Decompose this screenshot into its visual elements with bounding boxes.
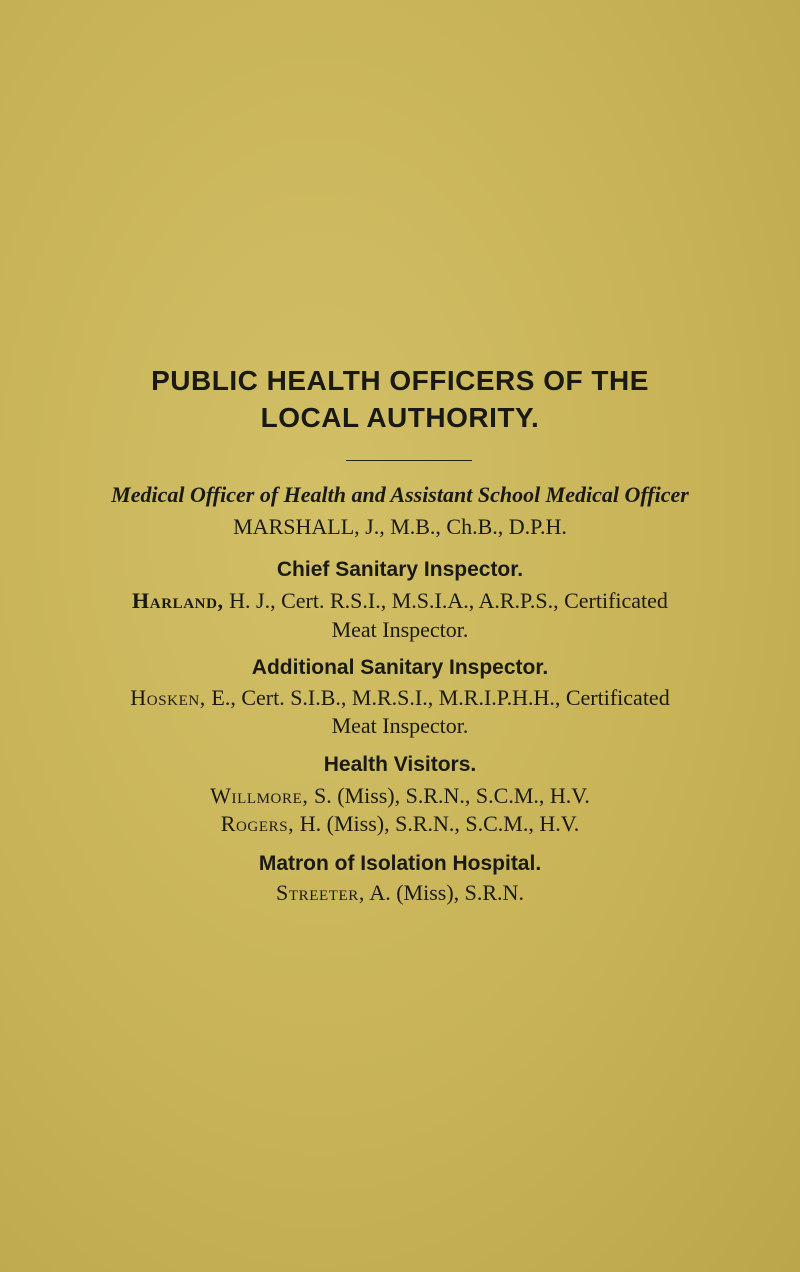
health-visitor-surname: Willmore, xyxy=(210,783,309,808)
matron-entry xyxy=(0,880,800,906)
health-visitor-entry xyxy=(0,783,800,809)
health-visitor-entry xyxy=(0,811,800,837)
health-visitor-details: H. (Miss), S.R.N., S.C.M., H.V. xyxy=(299,811,580,836)
health-visitor-surname: Rogers, xyxy=(220,811,295,836)
health-visitors-heading: Health Visitors. xyxy=(323,753,477,776)
matron-heading: Matron of Isolation Hospital. xyxy=(258,852,542,875)
additional-inspector-details: E., Cert. S.I.B., M.R.S.I., M.R.I.P.H.H., Certificated xyxy=(211,685,670,710)
moh-name: MARSHALL, J., M.B., Ch.B., D.P.H. xyxy=(233,514,567,539)
additional-inspector-details-cont: Meat Inspector. xyxy=(331,713,469,738)
chief-inspector-details-cont: Meat Inspector. xyxy=(331,617,469,642)
moh-heading: Medical Officer of Health and Assistant School Medical Officer xyxy=(111,482,689,507)
chief-inspector-details: H. J., Cert. R.S.I., M.S.I.A., A.R.P.S., Certificated xyxy=(229,588,668,613)
chief-inspector-heading: Chief Sanitary Inspector. xyxy=(276,558,524,581)
additional-inspector-surname: Hosken, xyxy=(130,685,206,710)
chief-inspector-surname: Harland, xyxy=(132,588,224,613)
title-divider xyxy=(346,460,472,461)
matron-surname: Streeter, xyxy=(276,880,366,905)
page-title-line-1: PUBLIC HEALTH OFFICERS OF THE xyxy=(151,365,649,396)
additional-inspector-heading: Additional Sanitary Inspector. xyxy=(251,656,549,679)
additional-inspector-entry xyxy=(0,685,800,711)
chief-inspector-entry xyxy=(0,588,800,614)
page-title-line-2: LOCAL AUTHORITY. xyxy=(260,402,540,433)
health-visitor-details: S. (Miss), S.R.N., S.C.M., H.V. xyxy=(313,783,590,808)
matron-details: A. (Miss), S.R.N. xyxy=(369,880,524,905)
